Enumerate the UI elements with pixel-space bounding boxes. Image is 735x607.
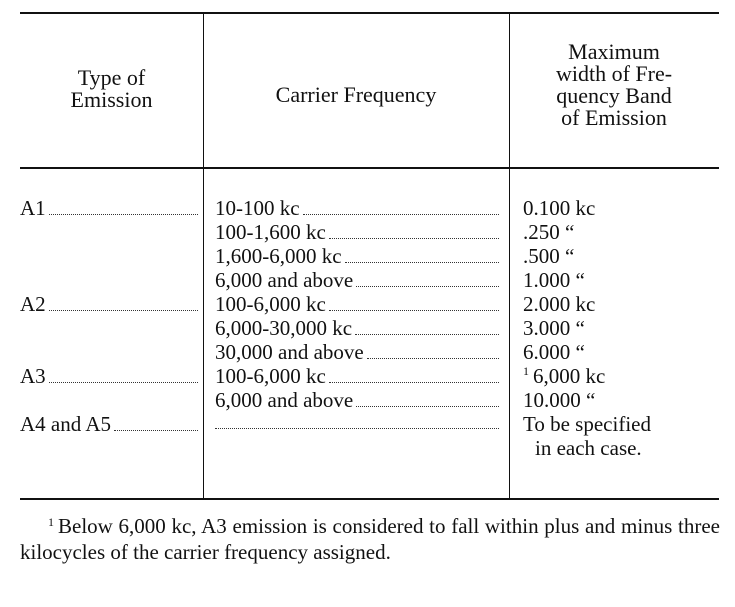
width-value: 6,000 kc [533,364,606,388]
type-label: A2 [20,292,46,316]
width-cell [523,268,723,292]
dot-leader [329,222,499,239]
dot-leader [355,318,499,335]
dot-leader [356,270,499,287]
header-width-line: width of Fre- [555,61,673,86]
width-cell [523,340,723,364]
width-value: 0.100 kc [523,196,596,220]
type-cell [20,196,200,220]
table-row [0,196,735,220]
carrier-label: 100-6,000 kc [215,364,326,388]
footnote [20,515,720,564]
carrier-label: 100-6,000 kc [215,292,326,316]
type-cell [20,412,200,436]
table-row [0,244,735,268]
table-bottom-rule [20,498,719,500]
table-row [0,220,735,244]
dot-leader [345,246,499,263]
header-type-line: Type of [77,65,146,90]
type-cell [20,292,200,316]
carrier-cell [215,292,501,316]
carrier-label: 1,600-6,000 kc [215,244,342,268]
width-value: .500 “ [523,244,575,268]
table-row [0,364,735,388]
width-value: To be specified [523,412,651,436]
dot-leader [329,366,499,383]
carrier-label: 10-100 kc [215,196,300,220]
table-row [0,292,735,316]
width-cell [523,196,723,220]
type-label: A3 [20,364,46,388]
width-cell [523,412,723,436]
table-row [0,388,735,412]
dot-leader [367,342,499,359]
dot-leader [49,366,198,383]
width-value: in each case. [535,436,642,460]
carrier-label: 6,000-30,000 kc [215,316,353,340]
table-row [0,268,735,292]
footnote-marker: 1 [48,515,54,529]
width-cell [523,388,723,412]
table-row [0,316,735,340]
header-width-line: of Emission [561,105,667,130]
dot-leader [49,198,198,215]
dot-leader [329,294,499,311]
carrier-cell [215,268,501,292]
carrier-cell [215,244,501,268]
type-cell [20,364,200,388]
carrier-cell [215,220,501,244]
carrier-cell [215,196,501,220]
table-row [0,340,735,364]
table-row [0,412,735,436]
width-cell [535,436,735,460]
footnote-marker: 1 [523,364,529,378]
table-row [0,436,735,460]
header-carrier-line: Carrier Frequency [275,82,437,107]
width-cell [523,220,723,244]
header-maximum-width [509,41,719,129]
width-cell [523,316,723,340]
header-bottom-rule [20,167,719,169]
width-value: 2.000 kc [523,292,596,316]
table-top-rule [20,12,719,14]
carrier-cell [215,412,501,436]
header-type-line: Emission [70,87,153,112]
header-width-line: quency Band [556,83,672,108]
dot-leader [356,390,499,407]
width-value: 1.000 “ [523,268,585,292]
dot-leader [303,198,499,215]
width-cell [523,292,723,316]
carrier-cell [215,364,501,388]
dot-leader [215,412,499,429]
dot-leader [49,294,198,311]
footnote-text: Below 6,000 kc, A3 emission is considered to fall within plus and minus three kilocycles of the carrier frequency assigned. [20,514,720,564]
header-carrier-frequency [203,84,509,106]
carrier-cell [215,316,501,340]
header-width-line: Maximum [568,39,660,64]
carrier-label: 30,000 and above [215,340,364,364]
header-type-of-emission [20,67,203,111]
width-value: 3.000 “ [523,316,585,340]
width-cell [523,364,723,388]
carrier-label: 6,000 and above [215,268,354,292]
type-label: A4 and A5 [20,412,111,436]
carrier-cell [215,340,501,364]
carrier-label: 6,000 and above [215,388,354,412]
dot-leader [114,414,198,431]
type-label: A1 [20,196,46,220]
width-cell [523,244,723,268]
width-value: 10.000 “ [523,388,596,412]
carrier-label: 100-1,600 kc [215,220,326,244]
width-value: 6.000 “ [523,340,585,364]
width-value: .250 “ [523,220,575,244]
carrier-cell [215,388,501,412]
